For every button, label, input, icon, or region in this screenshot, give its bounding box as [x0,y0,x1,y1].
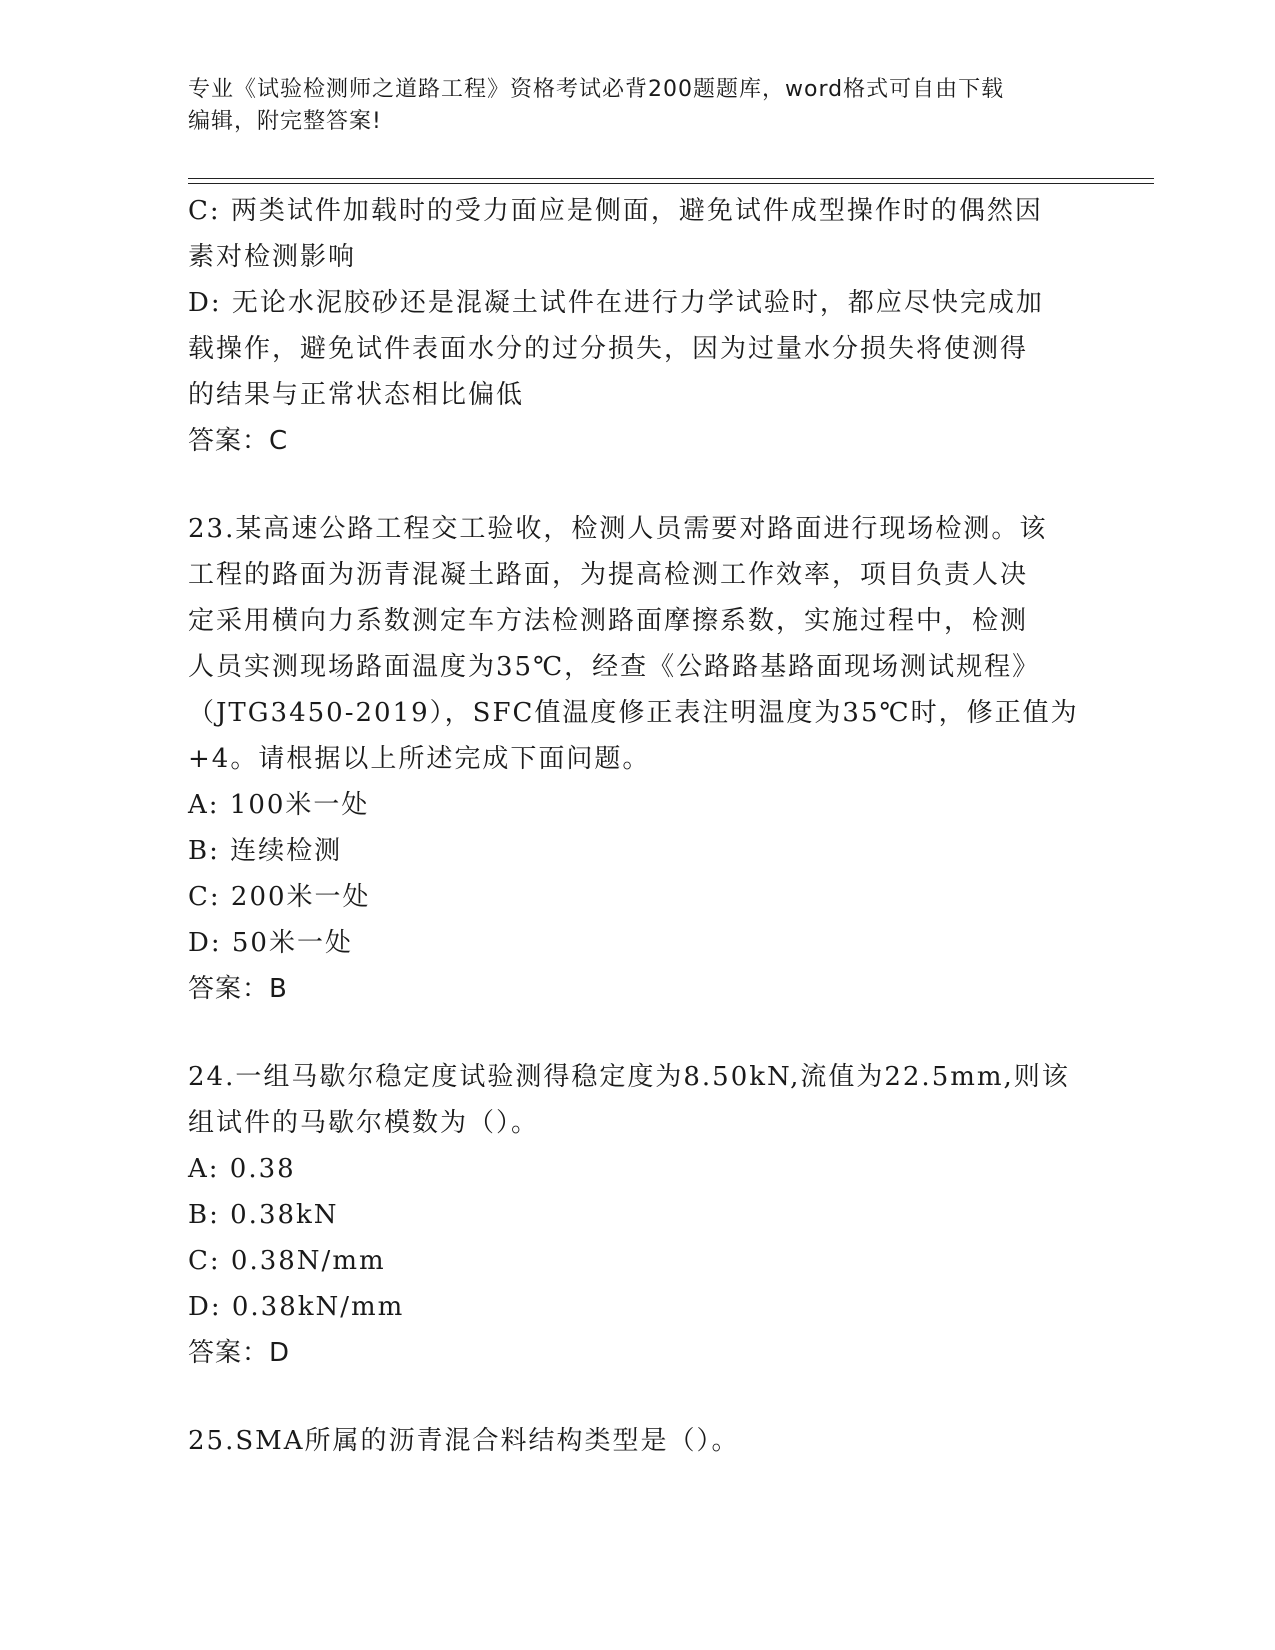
question-24 [188,1054,1088,1376]
question-stem-line: （JTG3450-2019），SFC值温度修正表注明温度为35℃时，修正值为 [188,698,1079,728]
spacer [188,1376,1088,1418]
question-23 [188,506,1088,1012]
spacer [188,464,1088,506]
question-stem-line: 定采用横向力系数测定车方法检测路面摩擦系数，实施过程中，检测 [188,606,1029,636]
option-d-line-1: D: 无论水泥胶砂还是混凝土试件在进行力学试验时，都应尽快完成加 [188,288,1044,318]
option-a: A: 0.38 [188,1154,296,1184]
document-body [188,188,1088,1464]
spacer [188,1012,1088,1054]
option-c: C: 200米一处 [188,882,371,912]
header-line-2: 编辑，附完整答案! [188,109,382,134]
question-stem-line: 人员实测现场路面温度为35℃，经查《公路路基路面现场测试规程》 [188,652,1041,682]
option-c-line-2: 素对检测影响 [188,242,357,272]
question-stem-line: +4。请根据以上所述完成下面问题。 [188,744,651,774]
question-22-tail [188,188,1088,464]
answer-23: 答案：B [188,974,288,1004]
option-a: A: 100米一处 [188,790,370,820]
option-d: D: 50米一处 [188,928,353,958]
header-rule-top [188,178,1154,179]
option-d-line-2: 载操作，避免试件表面水分的过分损失，因为过量水分损失将使测得 [188,334,1029,364]
question-25 [188,1418,1088,1464]
option-d-line-3: 的结果与正常状态相比偏低 [188,380,525,410]
answer-24: 答案：D [188,1338,291,1368]
option-b: B: 连续检测 [188,836,343,866]
question-stem-line: 工程的路面为沥青混凝土路面，为提高检测工作效率，项目负责人决 [188,560,1029,590]
header-line-1: 专业《试验检测师之道路工程》资格考试必背200题题库，word格式可自由下载 [188,77,1005,102]
question-stem-line: 25.SMA所属的沥青混合料结构类型是（）。 [188,1426,740,1456]
question-stem-line: 组试件的马歇尔模数为（）。 [188,1108,540,1138]
header-rule-bottom [188,183,1154,184]
option-c-line-1: C: 两类试件加载时的受力面应是侧面，避免试件成型操作时的偶然因 [188,196,1043,226]
question-stem-line: 23.某高速公路工程交工验收，检测人员需要对路面进行现场检测。该 [188,514,1048,544]
option-b: B: 0.38kN [188,1200,339,1230]
answer-22: 答案：C [188,426,289,456]
question-stem-line: 24.一组马歇尔稳定度试验测得稳定度为8.50kN,流值为22.5mm,则该 [188,1062,1070,1092]
option-d: D: 0.38kN/mm [188,1292,405,1322]
option-c: C: 0.38N/mm [188,1246,386,1276]
document-header [188,74,1068,138]
